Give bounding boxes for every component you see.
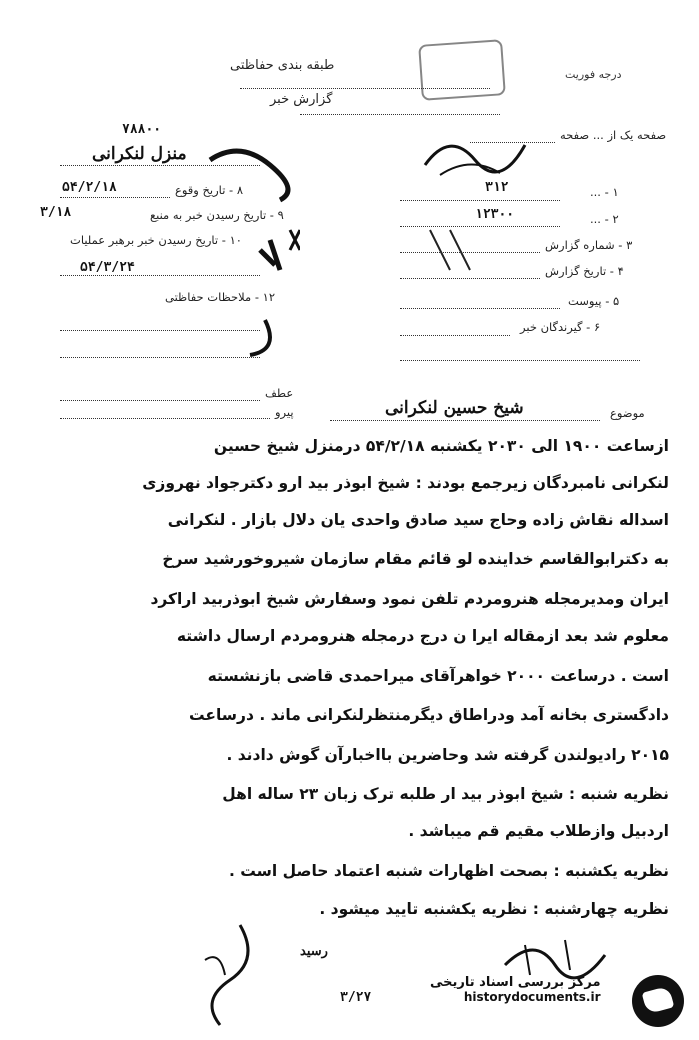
footer-signature xyxy=(190,920,270,1030)
body-line-9: ۲۰۱۵ رادیولندن گرفته شد وحاضرین بااخبارآن گوش دادند . xyxy=(226,746,669,764)
event-date-label: ۸ - تاریخ وقوع xyxy=(175,183,244,197)
receipt-ops-date: ۵۴/۳/۲۴ xyxy=(80,260,135,275)
field-1-label: ۱ - ... xyxy=(590,185,619,199)
receipt-ops-label: ۱۰ - تاریخ رسیدن خبر برهبر عملیات xyxy=(70,233,242,247)
body-line-7: است . درساعت ۲۰۰۰ خواهرآقای میراحمدی قاضی بازنشسته xyxy=(207,667,669,685)
attachment-label: ۵ - پیوست xyxy=(568,294,620,308)
event-date: ۵۴/۲/۱۸ xyxy=(62,180,117,195)
bottom-number: ۳/۲۷ xyxy=(340,990,372,1005)
body-line-1: ازساعت ۱۹۰۰ الی ۲۰۳۰ یکشنبه ۵۴/۲/۱۸ درمنزل شیخ حسین xyxy=(213,437,669,455)
body-line-6: معلوم شد بعد ازمقاله ایرا ن درج درمجله هنرومردم ارسال داشته xyxy=(176,627,669,645)
watermark xyxy=(430,975,601,1004)
priority-label: درجه فوریت xyxy=(565,68,622,81)
event-place: منزل لنکرانی xyxy=(92,144,187,164)
watermark-title: مرکز بررسی اسناد تاریخی xyxy=(430,975,601,990)
field-1-value: ۳۱۲ xyxy=(485,180,509,195)
body-line-8: دادگستری بخانه آمد ودراطاق دیگرمنتظرلنکرانی ماند . درساعت xyxy=(188,706,669,724)
body-line-4: به دکترابوالقاسم خداینده لو قائم مقام سازمان شیروخورشید سرخ xyxy=(162,550,669,568)
classification-stamp xyxy=(418,39,506,101)
recipients-label: ۶ - گیرندگان خبر xyxy=(520,320,601,334)
report-title: گزارش خبر xyxy=(270,92,333,107)
remarks-label: ۱۲ - ملاحظات حفاظتی xyxy=(165,290,276,304)
body-line-5: ایران ومدیرمجله هنرومردم تلفن نمود وسفارش شیخ ابوذربید اراکرد xyxy=(150,590,669,608)
watermark-url: historydocuments.ir xyxy=(463,990,601,1004)
classification-title: طبقه بندی حفاظتی xyxy=(230,58,335,73)
body-line-2: لنکرانی نامبردگان زیرجمع بودند : شیخ ابوذر بید ارو دکترجواد نهروزی xyxy=(142,474,669,492)
slash-marks xyxy=(420,225,480,275)
body-line-10: نظریه شنبه : شیخ ابوذر بید ار طلبه ترک زبان ۲۳ ساله اهل xyxy=(222,785,669,803)
report-number-label: ۳ - شماره گزارش xyxy=(545,238,633,252)
body-line-12: نظریه یکشنبه : بصحت اظهارات شنبه اعتماد حاصل است . xyxy=(228,862,669,880)
receipt-source-date: ۳/۱۸ xyxy=(40,205,72,220)
body-line-13: نظریه چهارشنبه : نظریه یکشنبه تایید میشود . xyxy=(319,900,669,918)
archive-logo-icon xyxy=(632,975,684,1027)
body-line-3: اسداله نقاش زاده وحاج سید صادق واحدی یان دلال بازار . لنکرانی xyxy=(167,511,669,529)
handwritten-annotation xyxy=(180,110,300,360)
file-number: ۷۸۸۰۰ xyxy=(122,122,162,137)
body-line-11: اردبیل وازطلاب مقیم قم میباشد . xyxy=(408,822,669,840)
page-count-label: صفحه یک از ... صفحه xyxy=(560,128,667,142)
subject-value: شیخ حسین لنکرانی xyxy=(385,398,524,418)
field-2-value: ۱۲۳۰۰ xyxy=(475,207,515,222)
footer-note: رسید xyxy=(300,944,328,959)
receipt-source-label: ۹ - تاریخ رسیدن خبر به منبع xyxy=(150,208,284,222)
peyro-label: پیرو xyxy=(275,405,294,419)
report-date-label: ۴ - تاریخ گزارش xyxy=(545,264,624,278)
subject-label: موضوع xyxy=(610,406,645,420)
atf-label: عطف xyxy=(265,386,294,400)
field-2-label: ۲ - ... xyxy=(590,212,619,226)
signature xyxy=(420,125,530,185)
